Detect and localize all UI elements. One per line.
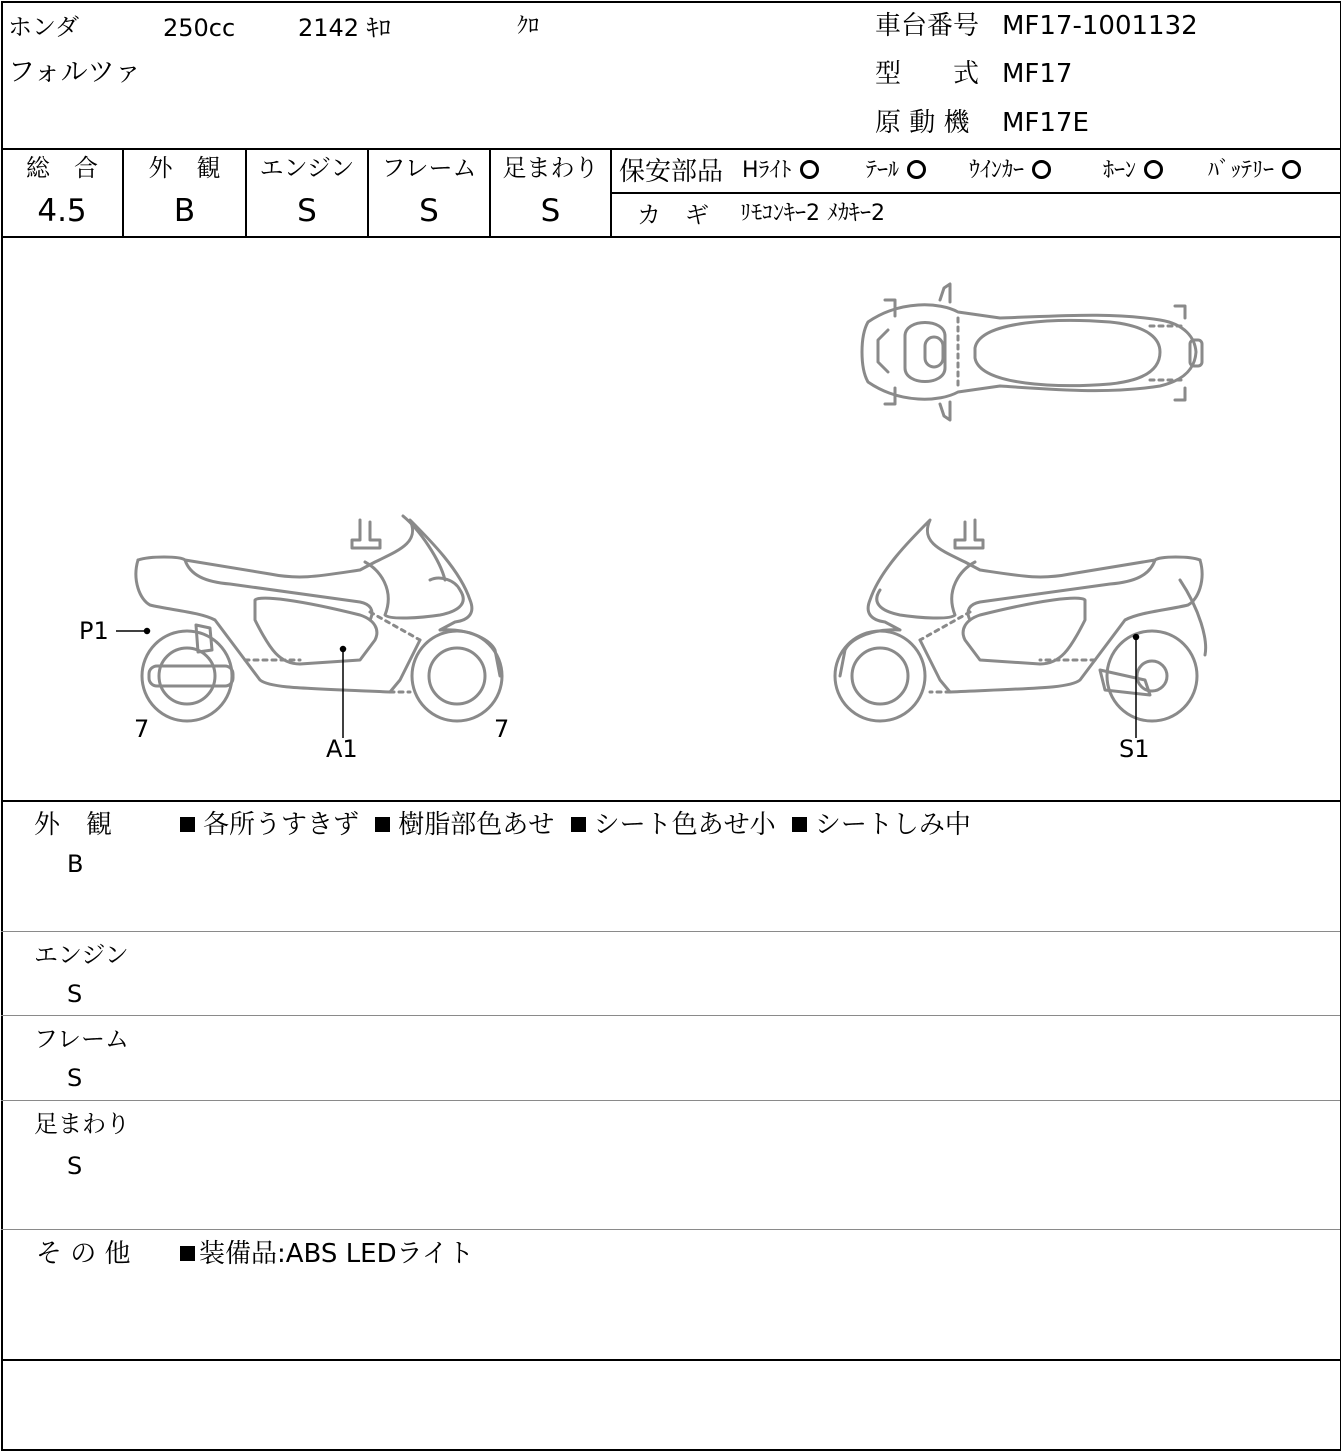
frame-grade: S — [419, 193, 439, 229]
left-side-view-icon — [136, 516, 502, 721]
safety-item-label: ﾃｰﾙ — [866, 158, 900, 183]
type-value: MF17 — [1002, 59, 1073, 89]
notes-exterior-label: 外 観 — [34, 810, 113, 840]
keys-value: ﾘﾓｺﾝｷｰ2 ﾒｶｷｰ2 — [740, 201, 885, 226]
notes-other-items — [180, 1239, 474, 1269]
type-label: 型 式 — [875, 59, 980, 89]
tire-mark-rear: 7 — [134, 715, 150, 743]
notes-suspension-grade: S — [67, 1152, 83, 1180]
notes-frame-label: フレーム — [34, 1025, 130, 1053]
divider-note-3 — [1, 1100, 1340, 1101]
exterior-grade: B — [173, 193, 196, 229]
engine-model: MF17E — [1002, 108, 1089, 138]
engine-model-label: 原 動 機 — [875, 108, 970, 138]
keys-label: カ ギ — [637, 201, 709, 229]
maker: ホンダ — [8, 13, 80, 41]
displacement: 250cc — [163, 14, 236, 42]
divider-note-2 — [1, 1015, 1340, 1016]
safety-item-label: ﾊﾞｯﾃﾘｰ — [1208, 158, 1275, 183]
notes-other-label: そ の 他 — [36, 1239, 131, 1269]
color: ｸﾛ — [517, 14, 540, 39]
bullet-square-icon — [792, 817, 807, 832]
mileage: 2142 ｷﾛ — [298, 14, 391, 42]
tire-mark-front: 7 — [494, 715, 510, 743]
frame-grade-label: フレーム — [381, 154, 477, 182]
divider-note-1 — [1, 931, 1340, 932]
bullet-square-icon — [571, 817, 586, 832]
safety-item-label: ｳｲﾝｶｰ — [969, 158, 1025, 183]
damage-mark-s1: S1 — [1119, 735, 1150, 763]
divider-note-4 — [1, 1229, 1340, 1230]
exterior-grade-label: 外 観 — [148, 154, 221, 182]
frame-no: MF17-1001132 — [1002, 11, 1198, 41]
model-name: フォルツァ — [8, 57, 142, 88]
bullet-square-icon — [180, 1246, 195, 1261]
safety-parts-label: 保安部品 — [619, 157, 724, 187]
frame-no-label: 車台番号 — [875, 11, 980, 41]
notes-engine-label: エンジン — [34, 941, 129, 969]
damage-mark-a1: A1 — [326, 735, 358, 763]
safety-item-label: ﾎｰﾝ — [1103, 158, 1137, 183]
divider-footer — [1, 1359, 1340, 1361]
overall-grade: 4.5 — [37, 193, 87, 229]
note-item: 樹脂部色あせ — [398, 810, 555, 840]
note-item: シートしみ中 — [814, 810, 971, 840]
divider-diagram — [1, 800, 1340, 802]
right-side-view-icon — [835, 520, 1206, 721]
engine-grade-label: エンジン — [259, 154, 355, 182]
notes-suspension-label: 足まわり — [34, 1110, 130, 1138]
bullet-square-icon — [375, 817, 390, 832]
note-item: 装備品:ABS LEDライト — [199, 1239, 474, 1269]
notes-engine-grade: S — [67, 980, 83, 1008]
suspension-grade: S — [540, 193, 561, 229]
notes-frame-grade: S — [67, 1064, 83, 1092]
note-item: 各所うすきず — [203, 810, 360, 840]
safety-item-label: Hﾗｲﾄ — [742, 158, 792, 183]
bullet-square-icon — [180, 817, 195, 832]
suspension-grade-label: 足まわり — [502, 154, 599, 182]
overall-grade-label: 総 合 — [26, 154, 98, 182]
notes-exterior-grade: B — [67, 850, 84, 878]
engine-grade: S — [297, 193, 317, 229]
notes-exterior-items — [180, 810, 971, 840]
damage-mark-p1: P1 — [79, 617, 109, 645]
top-view-icon — [862, 284, 1202, 420]
note-item: シート色あせ小 — [593, 810, 776, 840]
